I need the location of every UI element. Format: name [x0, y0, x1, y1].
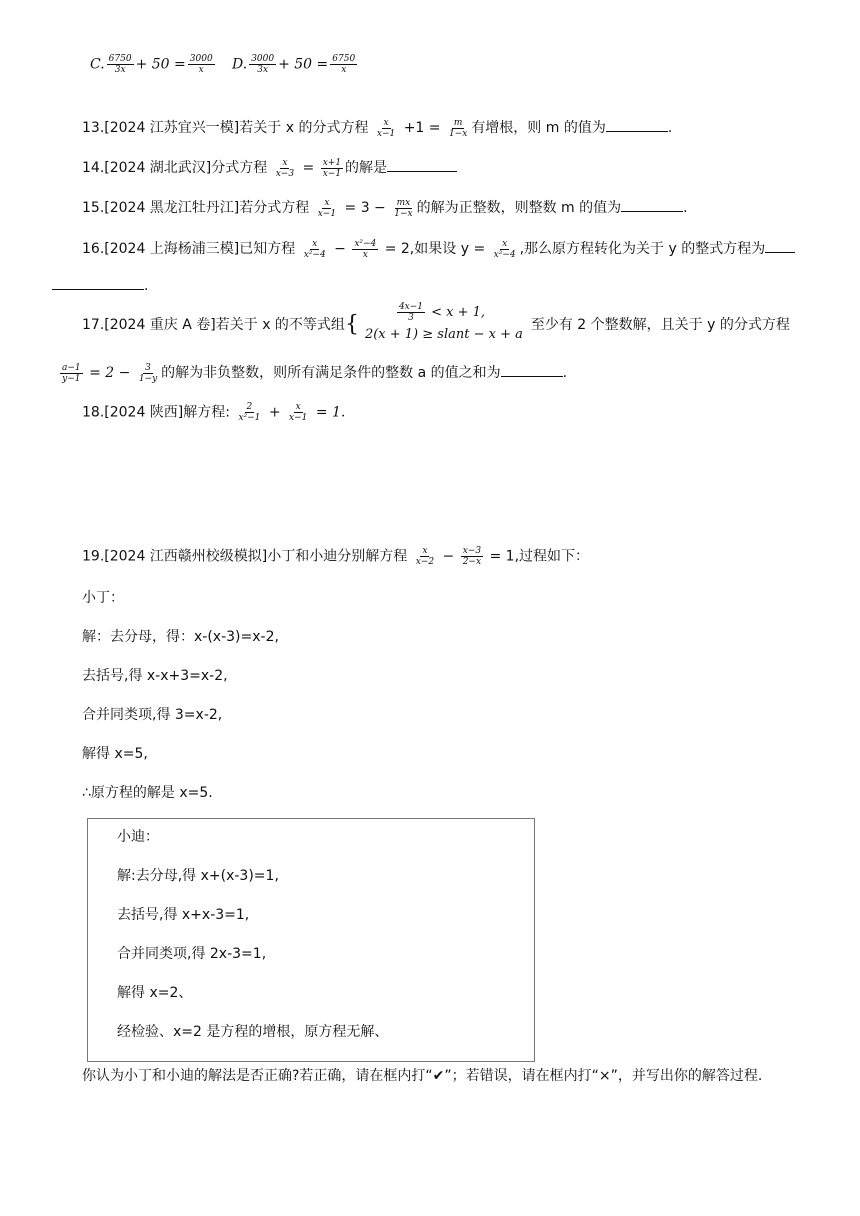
question-17: 17.[2024 重庆 A 卷]若关于 x 的不等式组 { $\frac{4x-1}{3}$ < x + 1, 2(x + 1) ≥ slant − x + a 至少有 2 个整数解，且关于 y 的分式方程 — [82, 302, 790, 342]
xiaodi-step: 合并同类项,得 2x-3=1, — [117, 946, 267, 962]
question-14: 14.[2024 湖北武汉]分式方程 $\frac{x}{x-3}$ = $\frac{x+1}{x-1}$ 的解是 — [82, 157, 457, 179]
question-19-prompt: 你认为小丁和小迪的解法是否正确?若正确，请在框内打“✔”；若错误，请在框内打“×”，并写出你的解答过程. — [82, 1068, 763, 1084]
question-19: 19.[2024 江西赣州校级模拟]小丁和小迪分别解方程 $\frac{x}{x-2}$ − $\frac{x-3}{2-x}$ = 1,过程如下： — [82, 546, 590, 567]
question-13: 13.[2024 江苏宜兴一模]若关于 x 的分式方程 $\frac{x}{x-1}$ +1 = $\frac{m}{1-x}$ 有增根，则 m 的值为 . — [82, 117, 673, 139]
question-16: 16.[2024 上海杨浦三模]已知方程 $\frac{x}{\text{x²−4}}$ − $\frac{\text{x²−4}}{x}$ = 2,如果设 y = $\frac{x}{\text{x²−4}}$ ,那么原方程转化为关于 y 的整式方程为 — [82, 238, 795, 260]
question-18: 18.[2024 陕西]解方程: $\frac{2}{\text{x²−1}}$ + $\frac{x}{x-1}$ = 1. — [82, 402, 346, 423]
answer-blank — [606, 117, 668, 132]
xiaoding-step: 解：去分母，得：x-(x-3)=x-2, — [82, 629, 279, 645]
xiaodi-step: 经检验、x=2 是方程的增根，原方程无解、 — [117, 1024, 389, 1040]
question-15: 15.[2024 黑龙江牡丹江]若分式方程 $\frac{x}{x-1}$ = 3 − $\frac{mx}{1-x}$ 的解为正整数，则整数 m 的值为 . — [82, 197, 688, 219]
answer-blank — [765, 238, 795, 253]
xiaoding-step: ∴原方程的解是 x=5. — [82, 785, 213, 801]
xiaoding-step: 合并同类项,得 3=x-2, — [82, 707, 223, 723]
answer-blank — [621, 197, 683, 212]
answer-blank — [501, 362, 563, 377]
xiaodi-step: 解得 x=2、 — [117, 985, 193, 1001]
option-c: C. $\frac{6750}{3x}$ + 50 = $\frac{3000}{x}$ — [90, 54, 213, 75]
xiaodi-step: 解:去分母,得 x+(x-3)=1, — [117, 868, 279, 884]
answer-blank — [387, 157, 457, 172]
xiaoding-name: 小丁： — [82, 590, 124, 606]
xiaoding-step: 去括号,得 x-x+3=x-2, — [82, 668, 228, 684]
answer-blank — [52, 275, 144, 290]
xiaodi-name: 小迪： — [117, 829, 159, 845]
question-16-continuation: . — [52, 275, 148, 296]
question-17-continuation: $\frac{a-1}{y-1}$ = 2 − $\frac{3}{1-y}$ 的解为非负整数，则所有满足条件的整数 a 的值之和为 . — [62, 362, 568, 384]
xiaodi-step: 去括号,得 x+x-3=1, — [117, 907, 250, 923]
xiaoding-step: 解得 x=5, — [82, 746, 148, 762]
option-d: D. $\frac{3000}{3x}$ + 50 = $\frac{6750}{x}$ — [232, 54, 356, 75]
